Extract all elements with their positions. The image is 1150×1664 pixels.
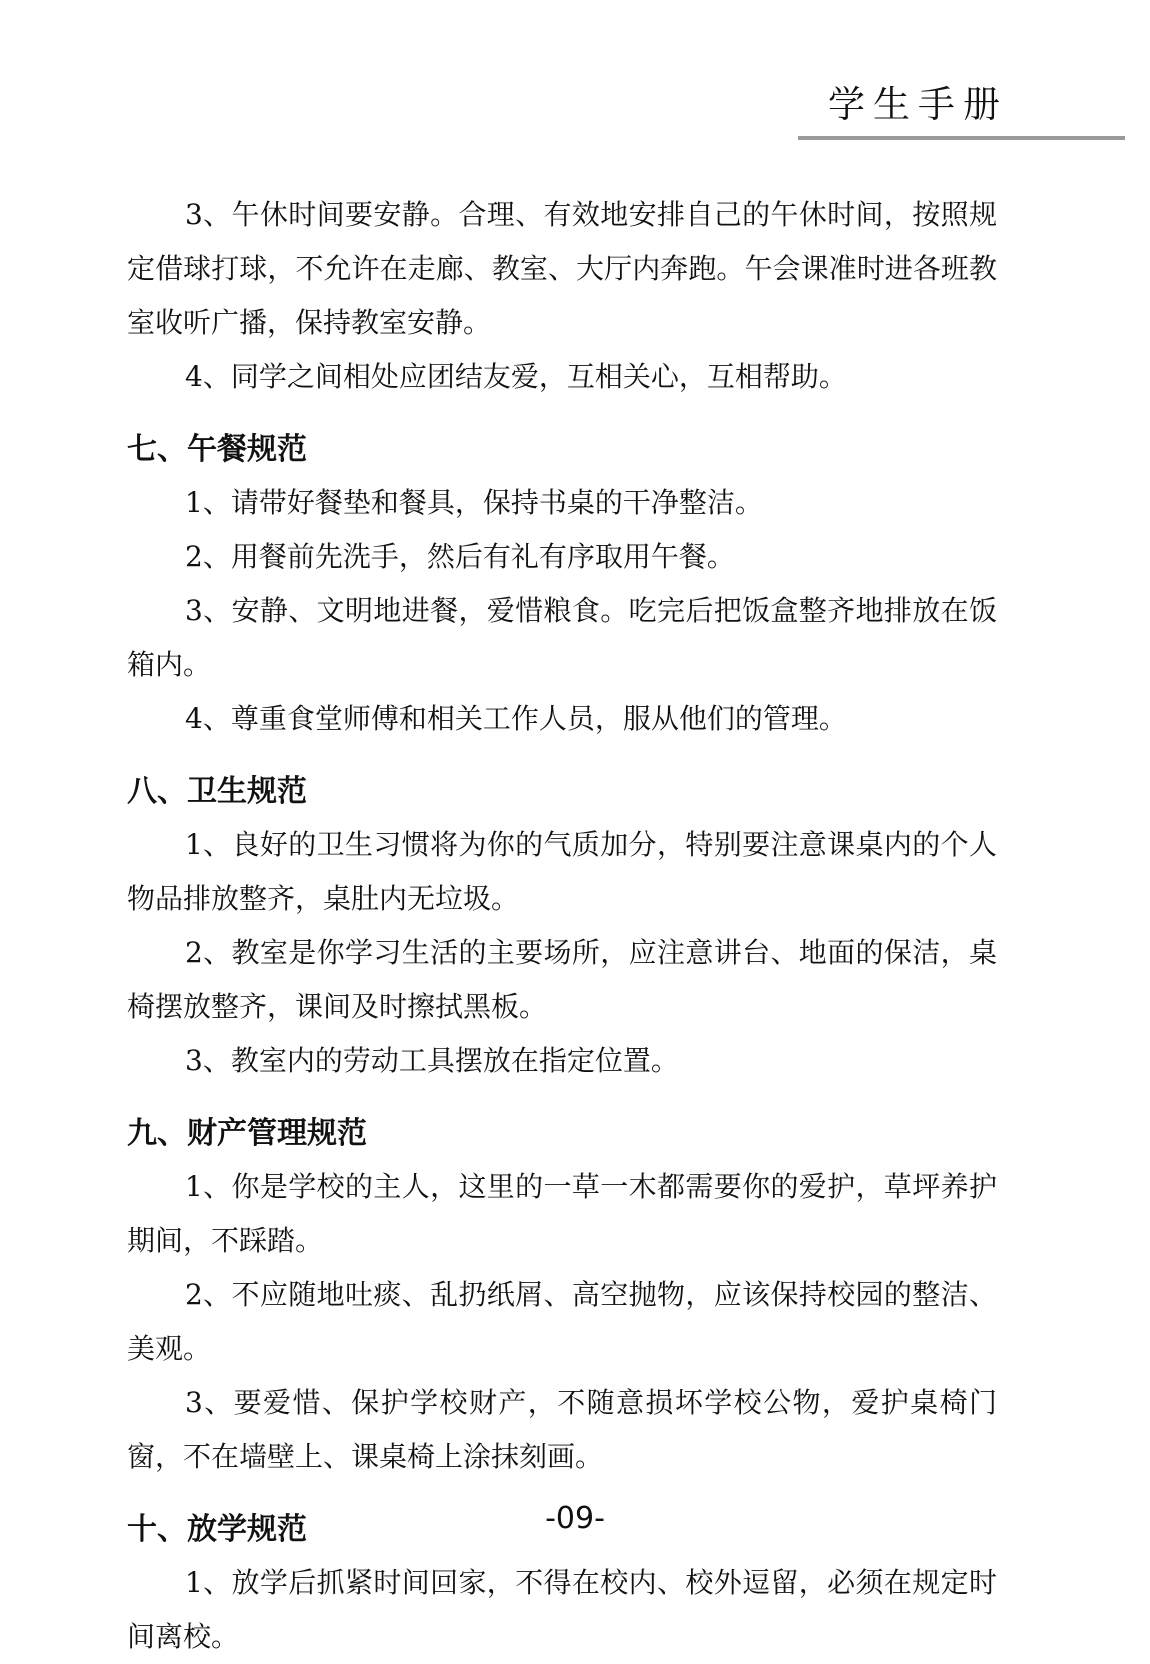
section-heading: 七、午餐规范 [127, 432, 307, 467]
running-header-title: 学生手册 [828, 83, 1008, 126]
paragraph: 4、同学之间相处应团结友爱，互相关心，互相帮助。 [185, 360, 847, 393]
paragraph: 2、教室是你学习生活的主要场所，应注意讲台、地面的保洁，桌椅摆放整齐，课间及时擦拭黑板。 [127, 936, 997, 1023]
section-property [127, 1108, 997, 1484]
paragraph: 2、不应随地吐痰、乱扔纸屑、高空抛物，应该保持校园的整洁、美观。 [127, 1278, 997, 1365]
paragraph: 1、请带好餐垫和餐具，保持书桌的干净整洁。 [185, 486, 763, 519]
section-heading: 十、放学规范 [127, 1512, 307, 1547]
paragraph: 3、要爱惜、保护学校财产，不随意损坏学校公物，爱护桌椅门窗，不在墙壁上、课桌椅上涂抹刻画。 [127, 1386, 997, 1473]
section-heading: 九、财产管理规范 [127, 1116, 367, 1151]
paragraph: 3、教室内的劳动工具摆放在指定位置。 [185, 1044, 679, 1077]
paragraph: 2、用餐前先洗手，然后有礼有序取用午餐。 [185, 540, 735, 573]
section-heading: 八、卫生规范 [127, 774, 307, 809]
paragraph: 4、尊重食堂师傅和相关工作人员，服从他们的管理。 [185, 702, 847, 735]
paragraph: 1、良好的卫生习惯将为你的气质加分，特别要注意课桌内的个人物品排放整齐，桌肚内无垃圾。 [127, 828, 997, 915]
paragraph: 3、午休时间要安静。合理、有效地安排自己的午休时间，按照规定借球打球，不允许在走廊、教室、大厅内奔跑。午会课准时进各班教室收听广播，保持教室安静。 [127, 198, 997, 339]
section-lunch [127, 424, 997, 746]
section-hygiene [127, 766, 997, 1088]
paragraph: 3、安静、文明地进餐，爱惜粮食。吃完后把饭盒整齐地排放在饭箱内。 [127, 594, 997, 681]
page-number: -09- [545, 1501, 605, 1536]
page-body [127, 188, 997, 1664]
paragraph: 1、你是学校的主人，这里的一草一木都需要你的爱护，草坪养护期间，不踩踏。 [127, 1170, 997, 1257]
paragraph: 1、放学后抓紧时间回家，不得在校内、校外逗留，必须在规定时间离校。 [127, 1566, 997, 1653]
header-rule [798, 136, 1125, 140]
